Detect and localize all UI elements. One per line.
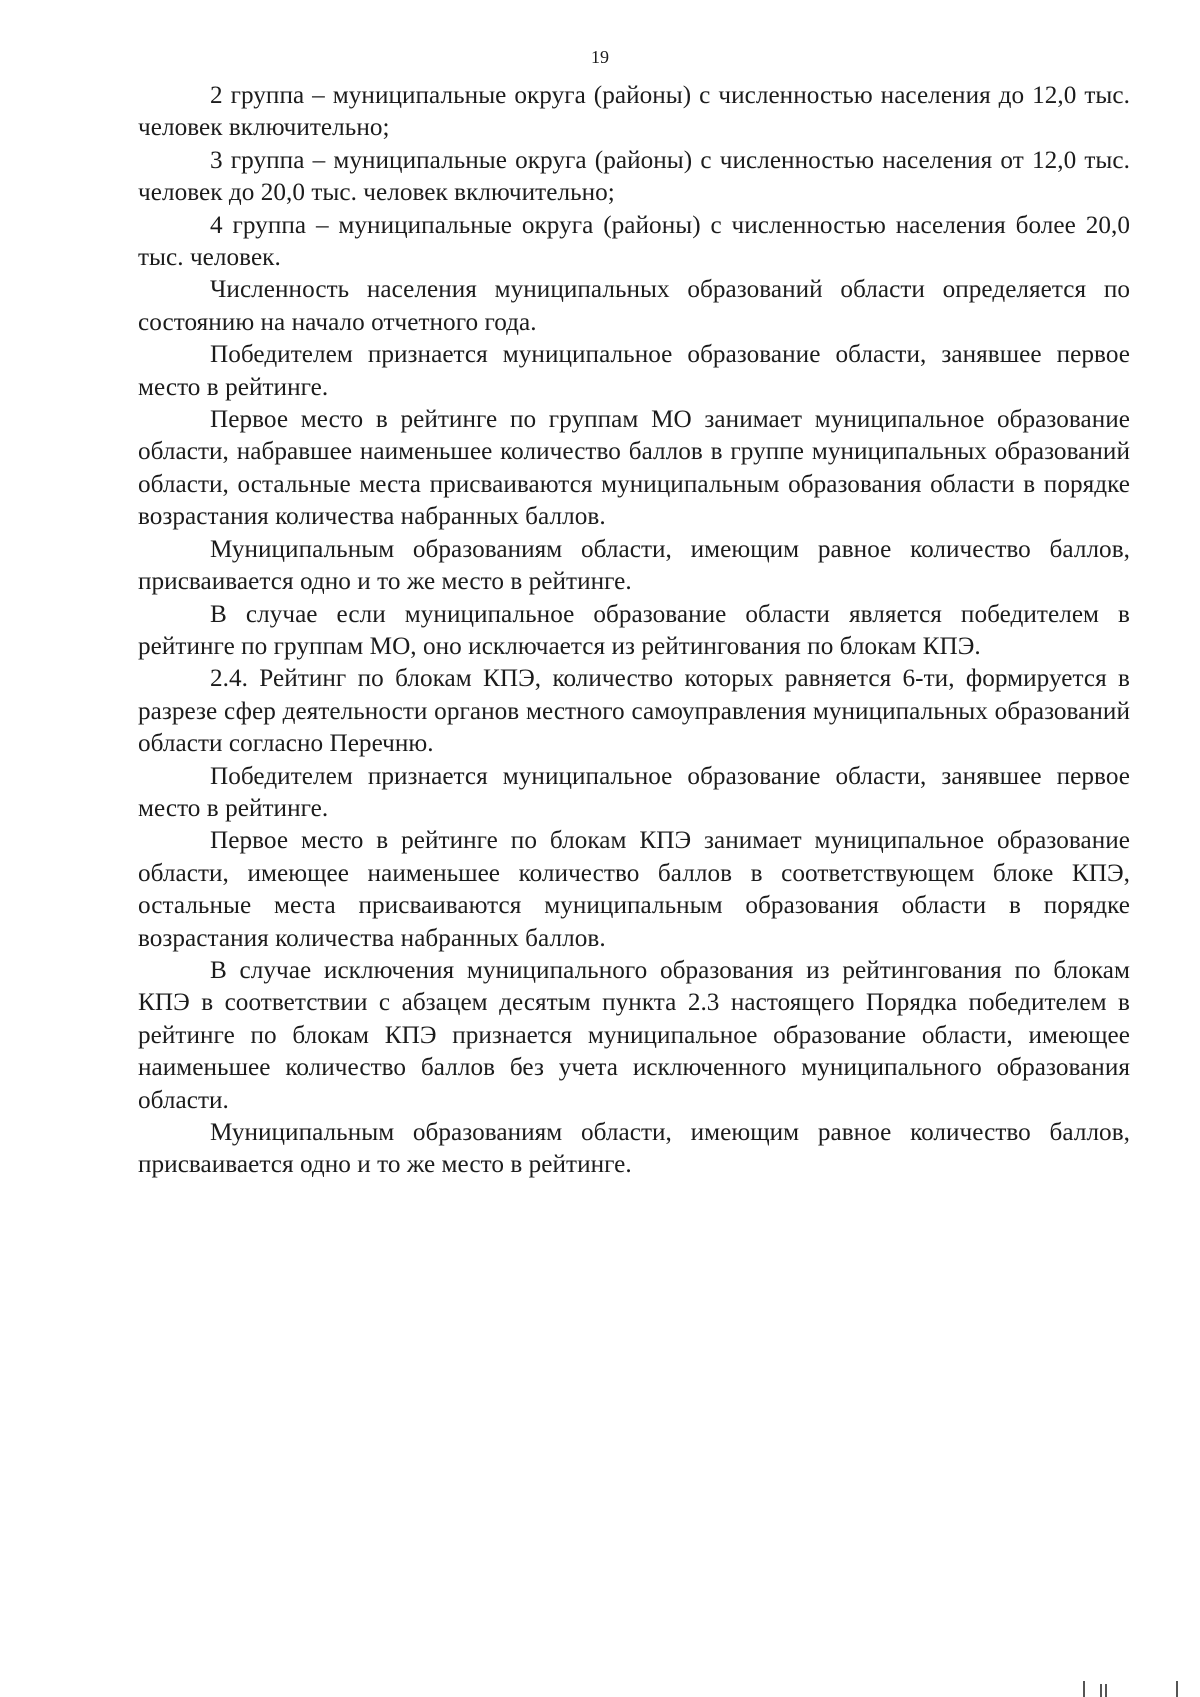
paragraph-equal-score-blocks: Муниципальным образованиям области, имеющим равное количество баллов, присваивается одно и то же место в рейтинге. bbox=[138, 1119, 1130, 1179]
scan-artifact bbox=[1100, 1684, 1102, 1697]
paragraph-group-3: 3 группа – муниципальные округа (районы) с численностью населения от 12,0 тыс. человек до 20,0 тыс. человек включительно; bbox=[138, 146, 1130, 207]
paragraph-equal-score-groups: Муниципальным образованиям области, имеющим равное количество баллов, присваивается одно и то же место в рейтинге. bbox=[138, 535, 1130, 596]
paragraph-exclusion: В случае если муниципальное образование области является победителем в рейтинге по группам МО, оно исключается из рейтингования по блокам КПЭ. bbox=[138, 600, 1130, 660]
page-number: 19 bbox=[591, 47, 609, 67]
paragraph-winner-groups: Победителем признается муниципальное образование области, занявшее первое место в рейтинге. bbox=[138, 341, 1130, 401]
paragraph-population: Численность населения муниципальных образований области определяется по состоянию на начало отчетного года. bbox=[138, 276, 1130, 336]
paragraph-section-2-4: 2.4. Рейтинг по блокам КПЭ, количество которых равняется 6-ти, формируется в разрезе сфер деятельности органов местного самоуправления муниципальных образований области согласно Перечню. bbox=[138, 665, 1130, 758]
paragraph-winner-blocks: Победителем признается муниципальное образование области, занявшее первое место в рейтинге. bbox=[138, 762, 1130, 822]
paragraph-first-place-blocks: Первое место в рейтинге по блокам КПЭ занимает муниципальное образование области, имеющее наименьшее количество баллов в соответствующем блоке КПЭ, остальные места присваиваются муниципальным образования области в порядке возрастания количества набранных баллов. bbox=[138, 827, 1130, 952]
scan-artifact bbox=[1105, 1684, 1107, 1697]
body-text bbox=[138, 80, 1130, 1182]
scan-artifact bbox=[1083, 1681, 1085, 1697]
paragraph-excluded-winner: В случае исключения муниципального образования из рейтингования по блокам КПЭ в соответствии с абзацем десятым пункта 2.3 настоящего Порядка победителем в рейтинге по блокам КПЭ признается муниципальное образование области, имеющее наименьшее количество баллов без учета исключенного муниципального образования области. bbox=[138, 956, 1130, 1114]
paragraph-first-place-groups: Первое место в рейтинге по группам МО занимает муниципальное образование области, набравшее наименьшее количество баллов в группе муниципальных образований области, остальные места присваиваются муниципальным образования области в порядке возрастания количества набранных баллов. bbox=[138, 406, 1130, 531]
scan-artifact bbox=[1176, 1681, 1178, 1697]
paragraph-group-4: 4 группа – муниципальные округа (районы) с численностью населения более 20,0 тыс. человек. bbox=[138, 211, 1130, 272]
paragraph-group-2: 2 группа – муниципальные округа (районы) с численностью населения до 12,0 тыс. человек включительно; bbox=[138, 82, 1130, 142]
